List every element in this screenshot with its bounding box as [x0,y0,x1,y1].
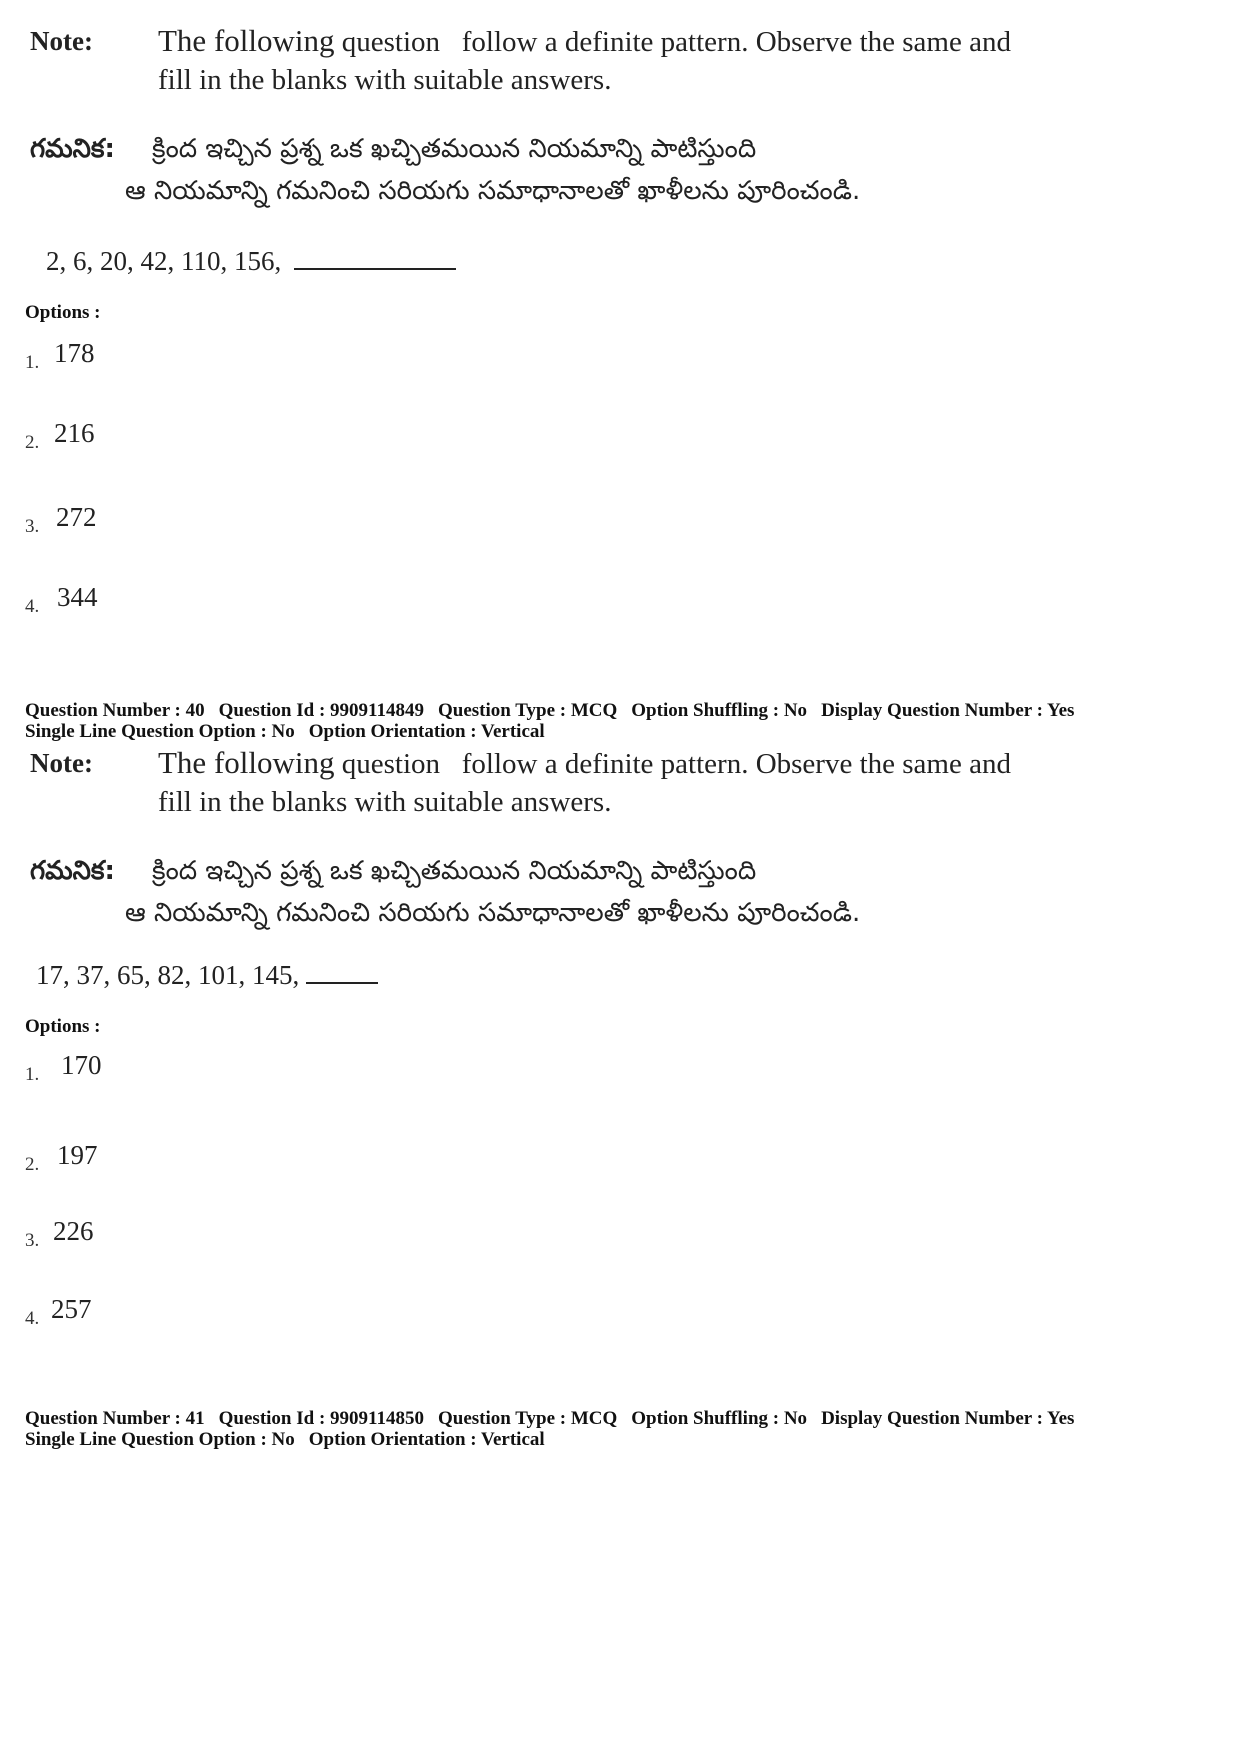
question-meta [25,1408,1074,1450]
option-shuffling: Option Shuffling : No [631,700,808,721]
question-type: Question Type : MCQ [437,1408,618,1429]
single-line-option: Single Line Question Option : No [25,721,295,742]
option-shuffling: Option Shuffling : No [631,1408,808,1429]
option-value: 272 [56,502,97,532]
option-number: 4. [25,1308,40,1329]
option-value: 170 [61,1050,102,1080]
telugu-note-line1: క్రింద ఇచ్చిన ప్రశ్న ఒక ఖచ్చితమయిన నియమాన్ని పాటిస్తుంది [152,134,757,164]
option-number: 1. [25,1064,40,1085]
note-label: Note: [30,748,93,778]
note-text-line1: question follow a definite pattern. Observe the same and [334,748,1011,780]
note-row [30,744,1210,834]
telugu-note-label: గమనిక: [30,856,115,886]
option-value: 197 [57,1140,98,1170]
option-number: 1. [25,352,40,373]
option-number: 2. [25,432,40,453]
option-orientation: Option Orientation : Vertical [308,721,545,742]
answer-blank [294,246,456,270]
option-orientation: Option Orientation : Vertical [308,1429,545,1450]
note-text [158,744,1011,821]
telugu-note-row [30,850,1210,940]
question-number: Question Number : 41 [25,1408,205,1429]
telugu-note-label: గమనిక: [30,134,115,164]
telugu-note-row [30,128,1210,218]
telugu-note-line2: ఆ నియమాన్ని గమనించి సరియగు సమాధానాలతో ఖాళీలను పూరించండి. [125,898,861,928]
display-question-number: Display Question Number : Yes [821,700,1075,721]
note-text-lead: The following [158,23,335,58]
note-text-line2: fill in the blanks with suitable answers. [158,64,612,96]
option-value: 344 [57,582,98,612]
question-meta [25,700,1074,742]
question-meta-line1 [25,700,1074,721]
question-number: Question Number : 40 [25,700,205,721]
question-meta-line2 [25,1429,1074,1450]
note-row [30,22,1210,112]
number-sequence [46,246,456,277]
option-number: 3. [25,1230,40,1251]
option-number: 2. [25,1154,40,1175]
note-text-lead: The following [158,745,335,780]
options-label: Options : [25,302,101,323]
sequence-text: 2, 6, 20, 42, 110, 156, [46,246,282,276]
answer-blank [306,960,378,984]
option-number: 4. [25,596,40,617]
sequence-text: 17, 37, 65, 82, 101, 145, [36,960,300,990]
note-text [158,22,1011,99]
note-label: Note: [30,26,93,56]
question-meta-line1 [25,1408,1074,1429]
note-text-line1: question follow a definite pattern. Observe the same and [334,26,1011,58]
question-meta-line2 [25,721,1074,742]
option-number: 3. [25,516,40,537]
option-value: 257 [51,1294,92,1324]
option-value: 216 [54,418,95,448]
options-label: Options : [25,1016,101,1037]
question-type: Question Type : MCQ [437,700,618,721]
option-value: 226 [53,1216,94,1246]
telugu-note-line1: క్రింద ఇచ్చిన ప్రశ్న ఒక ఖచ్చితమయిన నియమాన్ని పాటిస్తుంది [152,856,757,886]
number-sequence [36,960,378,991]
question-id: Question Id : 9909114850 [218,1408,424,1429]
note-text-line2: fill in the blanks with suitable answers. [158,786,612,818]
telugu-note-line2: ఆ నియమాన్ని గమనించి సరియగు సమాధానాలతో ఖాళీలను పూరించండి. [125,176,861,206]
option-value: 178 [54,338,95,368]
question-id: Question Id : 9909114849 [218,700,424,721]
single-line-option: Single Line Question Option : No [25,1429,295,1450]
display-question-number: Display Question Number : Yes [821,1408,1075,1429]
